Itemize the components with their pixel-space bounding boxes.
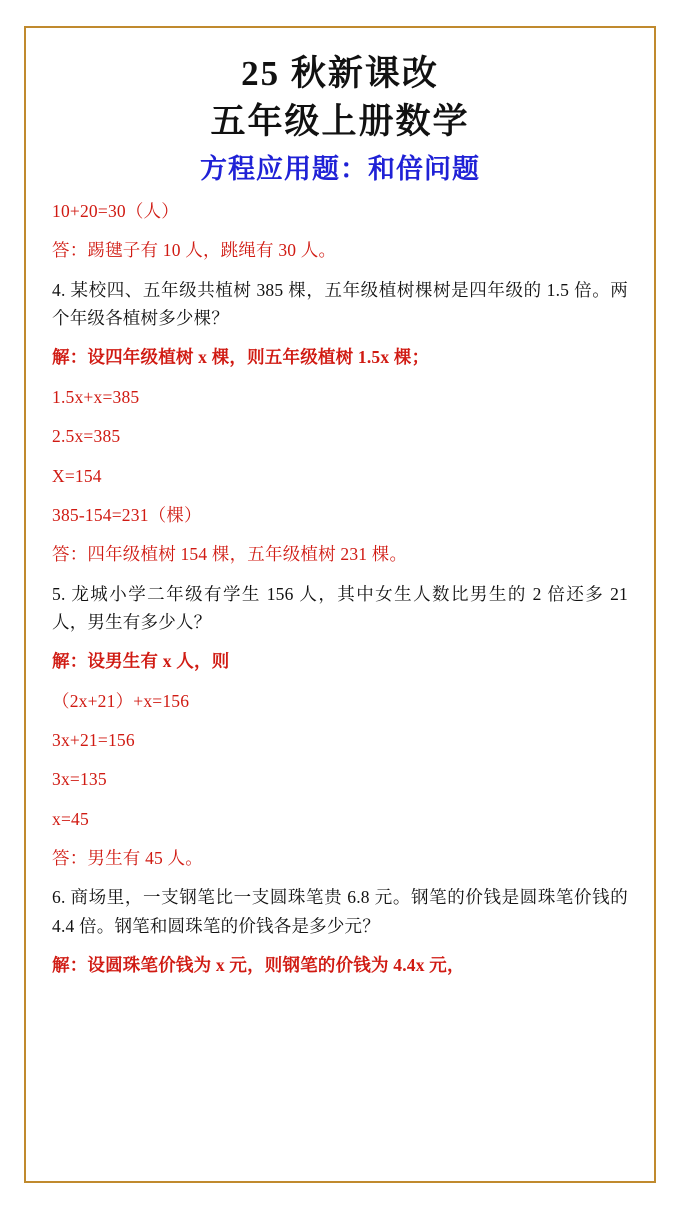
content-line: X=154 (52, 465, 102, 486)
page-title-line-1: 25 秋新课改 (241, 54, 439, 93)
content-line: 解：设男生有 x 人，则 (52, 651, 230, 672)
content-line: x=45 (52, 808, 89, 829)
content-body (52, 197, 628, 979)
page-frame (24, 26, 656, 1183)
content-line: 解：设圆珠笔价钱为 x 元，则钢笔的价钱为 4.4x 元， (52, 954, 465, 975)
content-line: （2x+21）+x=156 (52, 690, 190, 711)
content-line: 2.5x=385 (52, 426, 121, 447)
content-line: 答：踢毽子有 10 人，跳绳有 30 人。 (52, 240, 337, 261)
content-line: 5. 龙城小学二年级有学生 156 人，其中女生人数比男生的 2 倍还多 21 人，男生有多少人？ (52, 583, 628, 632)
page-title-line-2: 五年级上册数学 (210, 102, 470, 142)
content-line: 3x=135 (52, 769, 107, 790)
content-line: 1.5x+x=385 (52, 386, 140, 407)
content-line: 答：男生有 45 人。 (52, 847, 203, 868)
content-line: 10+20=30（人） (52, 201, 179, 222)
content-line: 385-154=231（棵） (52, 504, 202, 525)
content-line: 答：四年级植树 154 棵，五年级植树 231 棵。 (52, 544, 408, 565)
content-line: 6. 商场里，一支钢笔比一支圆珠笔贵 6.8 元。钢笔的价钱是圆珠笔价钱的 4.4 倍。钢笔和圆珠笔的价钱各是多少元？ (52, 887, 628, 936)
content-line: 3x+21=156 (52, 729, 135, 750)
title-block (52, 50, 628, 189)
page-subtitle: 方程应用题：和倍问题 (200, 153, 480, 184)
content-line: 解：设四年级植树 x 棵，则五年级植树 1.5x 棵； (52, 347, 430, 368)
content-line: 4. 某校四、五年级共植树 385 棵，五年级植树棵树是四年级的 1.5 倍。两个年级各植树多少棵？ (52, 279, 628, 329)
